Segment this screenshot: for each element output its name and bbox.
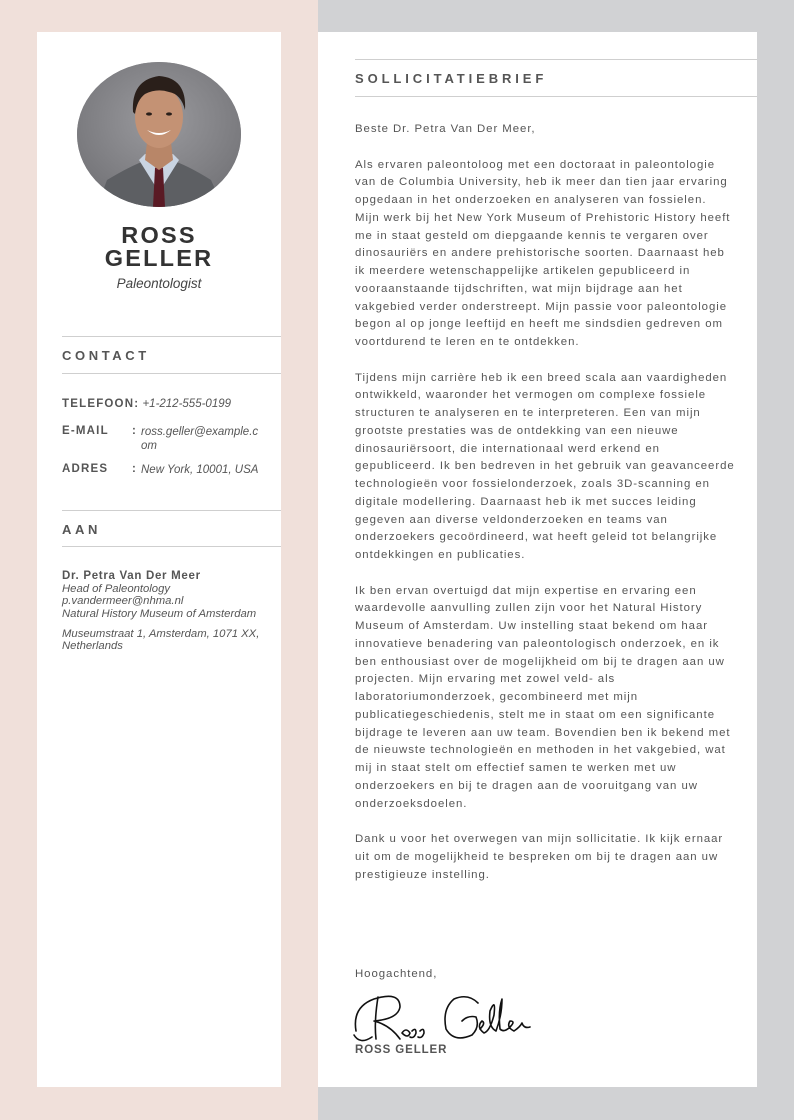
paragraph-4: Dank u voor het overwegen van mijn sollicitatie. Ik kijk ernaar uit om de mogelijkheid te bespreken om bij te dragen aan uw prestigieuze instelling. [355,833,724,881]
recipient-position: Head of Paleontology [62,583,171,595]
closing: Hoogachtend, [355,968,438,980]
email-separator: : [132,425,136,437]
letter-body [355,121,735,902]
phone-value[interactable]: +1-212-555-0199 [142,398,232,410]
divider [62,373,281,374]
contact-email [62,425,262,453]
recipient-block [62,570,262,652]
last-name: GELLER [104,245,214,271]
recipient-address: Museumstraat 1, Amsterdam, 1071 XX, Netherlands [62,627,260,653]
signature-icon [350,987,560,1049]
divider [62,336,281,337]
sidebar-card [37,32,281,1087]
contact-phone [62,398,262,410]
first-name: ROSS [121,222,197,248]
email-label: E-MAIL [62,425,109,437]
candidate-name [37,224,281,270]
divider [62,510,281,511]
recipient-heading: AAN [62,522,101,537]
paragraph-1: Als ervaren paleontoloog met een doctoraat in paleontologie van de Columbia University, heb ik meer dan tien jaar ervaring opgedaan in het onderzoeken en analyseren van fossielen. Mijn werk bij het New York Museum of Prehistoric History heeft me in staat gesteld om diepgaande kennis te vergaren over dinosauriërs en andere prehistorische soorten. Daarnaast heb ik meerdere wetenschappelijke artikelen gepubliceerd in vooraanstaande tijdschriften, wat mijn bijdrage aan het vakgebied verder onderstreept. Mijn passie voor paleontologie begon al op jonge leeftijd en heeft me sindsdien gedreven om voortdurend te leren en te ontdekken. [355,158,731,348]
email-value[interactable]: ross.geller@example.com [141,426,259,452]
divider [355,96,757,97]
contact-address [62,463,262,477]
avatar [77,62,241,207]
paragraph-3: Ik ben ervan overtuigd dat mijn expertise en ervaring een waardevolle aanvulling zullen zijn voor het Natural History Museum of Amsterdam. Uw instelling staat bekend om haar innovatieve benadering van paleontologisch onderzoek, en ik ben enthousiast over de mogelijkheid om bij te dragen aan uw projecten. Mijn ervaring met zowel veld- als laboratoriumonderzoek, gecombineerd met mijn publicatiegeschiedenis, stelt me in staat om een significante bijdrage te leveren aan uw team. Bovendien ben ik bekend met de nieuwste technologieën en methoden in het vakgebied, wat mij in staat stelt om effectief samen te werken met uw onderzoekers en bij te dragen aan de vooruitgang van uw onderzoeksdoelen. [355,584,731,810]
phone-label: TELEFOON: [62,398,140,410]
recipient-email[interactable]: p.vandermeer@nhma.nl [62,595,184,608]
recipient-organization: Natural History Museum of Amsterdam [62,607,257,620]
letter-card [318,32,757,1087]
divider [355,59,757,60]
paragraph-2: Tijdens mijn carrière heb ik een breed scala aan vaardigheden ontwikkeld, waaronder het vermogen om complexe fossiele structuren te analyseren en te interpreteren. Een van mijn grootste prestaties was de ontdekking van een nieuwe dinosauriërsoort, die internationaal werd erkend en gepubliceerd. Ik ben bedreven in het gebruik van geavanceerde technologieën voor fossielonderzoek, zoals 3D-scanning en digitale modellering. Daarnaast heb ik met succes leiding gegeven aan diverse veldonderzoeken en teams van onderzoekers gecoördineerd, wat heeft geleid tot belangrijke ontdekkingen en publicaties. [355,371,735,561]
contact-heading: CONTACT [62,348,150,363]
address-value: New York, 10001, USA [141,464,259,476]
recipient-name: Dr. Petra Van Der Meer [62,570,201,582]
letter-title: SOLLICITATIEBRIEF [355,71,548,86]
signer-name: ROSS GELLER [355,1044,448,1056]
address-label: ADRES [62,463,109,475]
divider [62,546,281,547]
salutation: Beste Dr. Petra Van Der Meer, [355,123,536,135]
address-separator: : [132,463,136,475]
portrait-photo-icon [77,62,241,207]
job-title: Paleontologist [116,276,202,291]
